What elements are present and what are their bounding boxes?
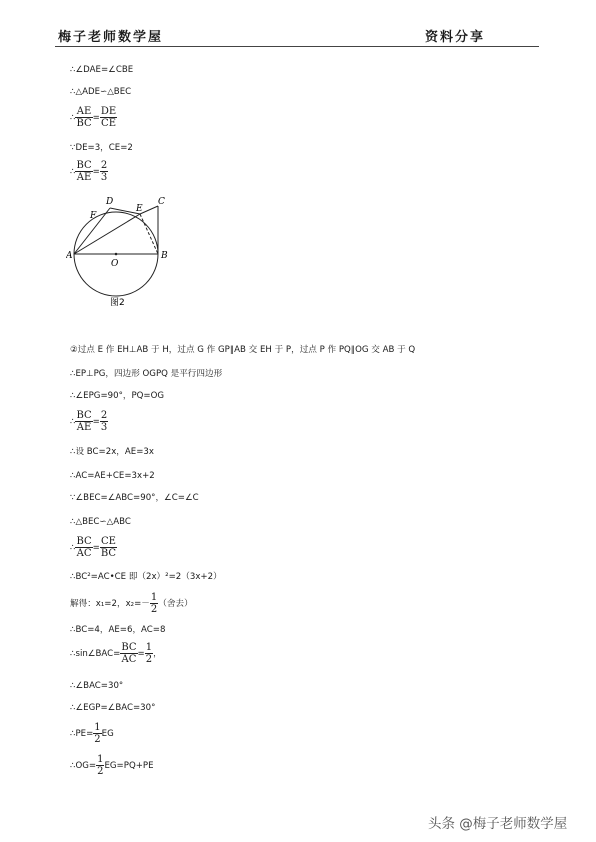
proof-line-17: ∴BC=4，AE=6，AC=8: [70, 625, 166, 635]
proof-line-8: ∴∠EPG=90°，PQ=OG: [70, 391, 165, 401]
proof-line-13: ∴△BEC∽△ABC: [70, 517, 131, 527]
geometry-figure: [66, 192, 178, 310]
page-header: [55, 22, 539, 47]
equals-sign: =: [92, 113, 100, 123]
proof-line-14: [70, 536, 117, 559]
numerator: 2: [100, 160, 108, 171]
proof-line-2: ∴△ADE∽△BEC: [70, 87, 132, 97]
og-expression: ∴OG=: [70, 761, 97, 771]
proof-line-5: [70, 160, 108, 183]
label-c: C: [158, 197, 165, 207]
eg-sum-term: EG=PQ+PE: [104, 761, 154, 771]
numerator: 1: [94, 722, 101, 733]
proof-line-18: [70, 642, 162, 665]
numerator: 2: [100, 410, 108, 421]
label-e: E: [136, 204, 143, 214]
proof-line-21: [70, 722, 114, 745]
fraction: [100, 106, 117, 129]
proof-line-15: ∴BC²=AC•CE 即（2x）²=2（3x+2）: [70, 572, 222, 582]
label-f: F: [90, 211, 97, 221]
fraction: [75, 410, 92, 433]
numerator: DE: [100, 106, 117, 117]
therefore-symbol: ∴: [70, 167, 76, 177]
proof-line-19: ∴∠BAC=30°: [70, 681, 124, 691]
proof-line-10: ∴设 BC=2x，AE=3x: [70, 447, 154, 457]
fraction: [75, 536, 92, 559]
proof-line-11: ∴AC=AE+CE=3x+2: [70, 471, 155, 481]
therefore-symbol: ∴: [70, 113, 76, 123]
fraction: [120, 642, 137, 665]
segment-eb-dashed: [140, 214, 158, 254]
denominator: 3: [100, 422, 108, 433]
discard-note: （舍去）: [158, 599, 193, 609]
proof-line-20: ∴∠EGP=∠BAC=30°: [70, 703, 156, 713]
eg-term: EG: [101, 729, 114, 739]
proof-line-9: [70, 410, 108, 433]
figure-drawing: [66, 192, 178, 310]
proof-line-4: ∵DE=3，CE=2: [70, 143, 133, 153]
label-o: O: [111, 259, 119, 269]
numerator: BC: [121, 642, 137, 653]
fraction: [145, 642, 153, 665]
fraction: [75, 160, 92, 183]
denominator: 2: [94, 734, 101, 745]
fraction: [100, 536, 117, 559]
therefore-symbol: ∴: [70, 543, 76, 553]
label-a: A: [66, 251, 73, 261]
equals-sign: =: [137, 649, 145, 659]
proof-line-22: [70, 754, 154, 777]
equals-sign: =: [92, 167, 100, 177]
source-watermark: 头条 @梅子老师数学屋: [428, 816, 568, 832]
proof-line-6: ②过点 E 作 EH⊥AB 于 H，过点 G 作 GP∥AB 交 EH 于 P，过点 P 作 PQ∥OG 交 AB 于 Q: [70, 345, 416, 355]
proof-line-3: [70, 106, 117, 129]
numerator: 1: [145, 642, 153, 653]
header-left-title: 梅子老师数学屋: [58, 30, 164, 45]
equals-sign: =: [92, 417, 100, 427]
numerator: BC: [76, 410, 92, 421]
fraction: [100, 160, 108, 183]
denominator: BC: [100, 548, 117, 559]
label-b: B: [161, 251, 168, 261]
proof-line-7: ∴EP⊥PG，四边形 OGPQ 是平行四边形: [70, 369, 223, 379]
denominator: 2: [150, 604, 158, 615]
fraction: [100, 410, 108, 433]
proof-line-1: ∴∠DAE=∠CBE: [70, 65, 134, 75]
numerator: BC: [76, 160, 92, 171]
denominator: 2: [97, 766, 104, 777]
segment-ae: [74, 214, 140, 254]
numerator: BC: [76, 536, 92, 547]
denominator: AC: [121, 654, 137, 665]
proof-line-16: [70, 592, 193, 615]
pe-expression: ∴PE=: [70, 729, 94, 739]
numerator: AE: [76, 106, 92, 117]
denominator: BC: [76, 118, 92, 129]
numerator: 1: [150, 592, 158, 603]
denominator: AE: [76, 422, 92, 433]
fraction: [93, 722, 101, 745]
denominator: AE: [76, 172, 92, 183]
denominator: AC: [76, 548, 92, 559]
figure-caption: 图2: [110, 298, 125, 308]
numerator: CE: [100, 536, 116, 547]
equals-sign: =: [92, 543, 100, 553]
numerator: 1: [97, 754, 104, 765]
therefore-symbol: ∴: [70, 417, 76, 427]
fraction: [75, 106, 92, 129]
sin-expression: ∴sin∠BAC=: [70, 649, 121, 659]
segment-ec: [140, 206, 158, 214]
denominator: 3: [100, 172, 108, 183]
denominator: 2: [145, 654, 153, 665]
header-right-title: 资料分享: [425, 30, 486, 45]
comma: ，: [153, 649, 162, 659]
denominator: CE: [101, 118, 116, 129]
label-d: D: [106, 197, 114, 207]
solution-text: 解得：x₁=2，x₂=－: [70, 599, 150, 609]
center-point: [115, 253, 118, 256]
proof-line-12: ∵∠BEC=∠ABC=90°，∠C=∠C: [70, 493, 199, 503]
